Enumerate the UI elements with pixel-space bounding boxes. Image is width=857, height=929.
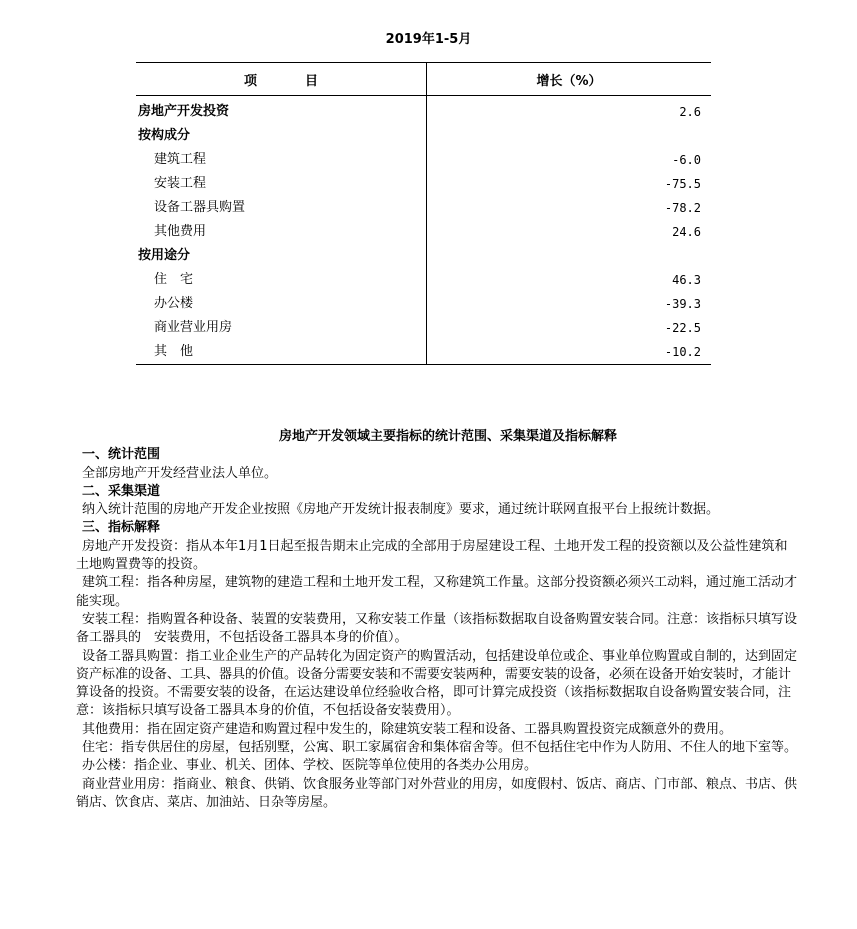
- row-value: -39.3: [664, 297, 701, 311]
- row-value: 24.6: [672, 225, 701, 239]
- definitions-list: [76, 538, 798, 812]
- table-row: [136, 292, 711, 316]
- row-value: [427, 124, 712, 148]
- header-item-char-b: 目: [305, 73, 319, 89]
- table-title: 2019年1-5月: [385, 32, 472, 47]
- row-value: -75.5: [664, 177, 701, 191]
- row-value: [427, 244, 712, 268]
- row-label: 其他费用: [136, 220, 427, 244]
- section-text-scope: 全部房地产开发经营业法人单位。: [82, 465, 278, 481]
- section-text-channel: 纳入统计范围的房地产开发企业按照《房地产开发统计报表制度》要求，通过统计联网直报平台上报统计数据。: [82, 502, 720, 518]
- definition-paragraph: 房地产开发投资：指从本年1月1日起至报告期末止完成的全部用于房屋建设工程、土地开发工程的投资额以及公益性建筑和土地购置费等的投资。: [76, 538, 788, 573]
- header-item: [136, 63, 427, 96]
- row-label: 按构成分: [136, 124, 427, 148]
- row-label: 设备工器具购置: [136, 196, 427, 220]
- table-row: [136, 196, 711, 220]
- definition-paragraph: 建筑工程：指各种房屋，建筑物的建造工程和土地开发工程，又称建筑工作量。这部分投资额必须兴工动料，通过施工活动才能实现。: [76, 575, 798, 609]
- definition-paragraph: 商业营业用房：指商业、粮食、供销、饮食服务业等部门对外营业的用房，如度假村、饭店、商店、门市部、粮点、书店、供销店、饮食店、菜店、加油站、日杂等房屋。: [76, 776, 798, 810]
- definition-paragraph: 设备工器具购置：指工业企业生产的产品转化为固定资产的购置活动，包括建设单位或企、事业单位购置或自制的，达到固定资产标准的设备、工具、器具的价值。设备分需要安装和不需要安装两种，需要安装的设备，必须在设备开始安装时，才能计算设备的投资。不需要安装的设备，在运达建设单位经验收合格，即可计算完成投资（该指标数据取自设备购置安装合同，注意：该指标只填写设备工器具本身的价值，不包括设备安装费用）。: [76, 648, 798, 719]
- row-label: 安装工程: [136, 172, 427, 196]
- row-label: 其 他: [136, 340, 427, 365]
- row-label: 房地产开发投资: [136, 96, 427, 125]
- investment-growth-table: [136, 62, 711, 365]
- header-item-char-a: 项: [243, 73, 257, 89]
- table-row: [136, 172, 711, 196]
- row-label: 办公楼: [136, 292, 427, 316]
- row-value: -6.0: [672, 153, 701, 167]
- notes-title: 房地产开发领域主要指标的统计范围、采集渠道及指标解释: [278, 429, 617, 444]
- row-value: 46.3: [672, 273, 701, 287]
- table-row: [136, 124, 711, 148]
- definition-paragraph: 其他费用：指在固定资产建造和购置过程中发生的，除建筑安装工程和设备、工器具购置投资完成额意外的费用。: [82, 721, 733, 737]
- row-value: -10.2: [427, 340, 712, 365]
- table-row: [136, 148, 711, 172]
- table-row: [136, 244, 711, 268]
- header-growth: 增长（%）: [427, 63, 712, 96]
- row-value: -22.5: [664, 321, 701, 335]
- section-heading-channel: 二、采集渠道: [82, 483, 161, 499]
- table-row: [136, 340, 711, 365]
- row-label: 按用途分: [136, 244, 427, 268]
- row-label: 住 宅: [136, 268, 427, 292]
- table-body: [136, 96, 711, 365]
- section-heading-definitions: 三、指标解释: [82, 520, 161, 536]
- row-label: 建筑工程: [136, 148, 427, 172]
- table-row: [136, 220, 711, 244]
- row-label: 商业营业用房: [136, 316, 427, 340]
- row-value: 2.6: [679, 105, 701, 119]
- table-header-row: [136, 63, 711, 96]
- table-row: [136, 268, 711, 292]
- table-row: [136, 316, 711, 340]
- definition-paragraph: 安装工程：指购置各种设备、装置的安装费用，又称安装工作量（该指标数据取自设备购置安装合同。注意：该指标只填写设备工器具的 安装费用，不包括设备工器具本身的价值）。: [76, 611, 798, 646]
- section-heading-scope: 一、统计范围: [82, 447, 161, 463]
- table-row: [136, 96, 711, 125]
- definition-paragraph: 办公楼：指企业、事业、机关、团体、学校、医院等单位使用的各类办公用房。: [82, 758, 538, 774]
- notes-section: [76, 428, 798, 812]
- row-value: -78.2: [664, 201, 701, 215]
- definition-paragraph: 住宅：指专供居住的房屋，包括别墅，公寓、职工家属宿舍和集体宿舍等。但不包括住宅中作为人防用、不住人的地下室等。: [82, 740, 798, 756]
